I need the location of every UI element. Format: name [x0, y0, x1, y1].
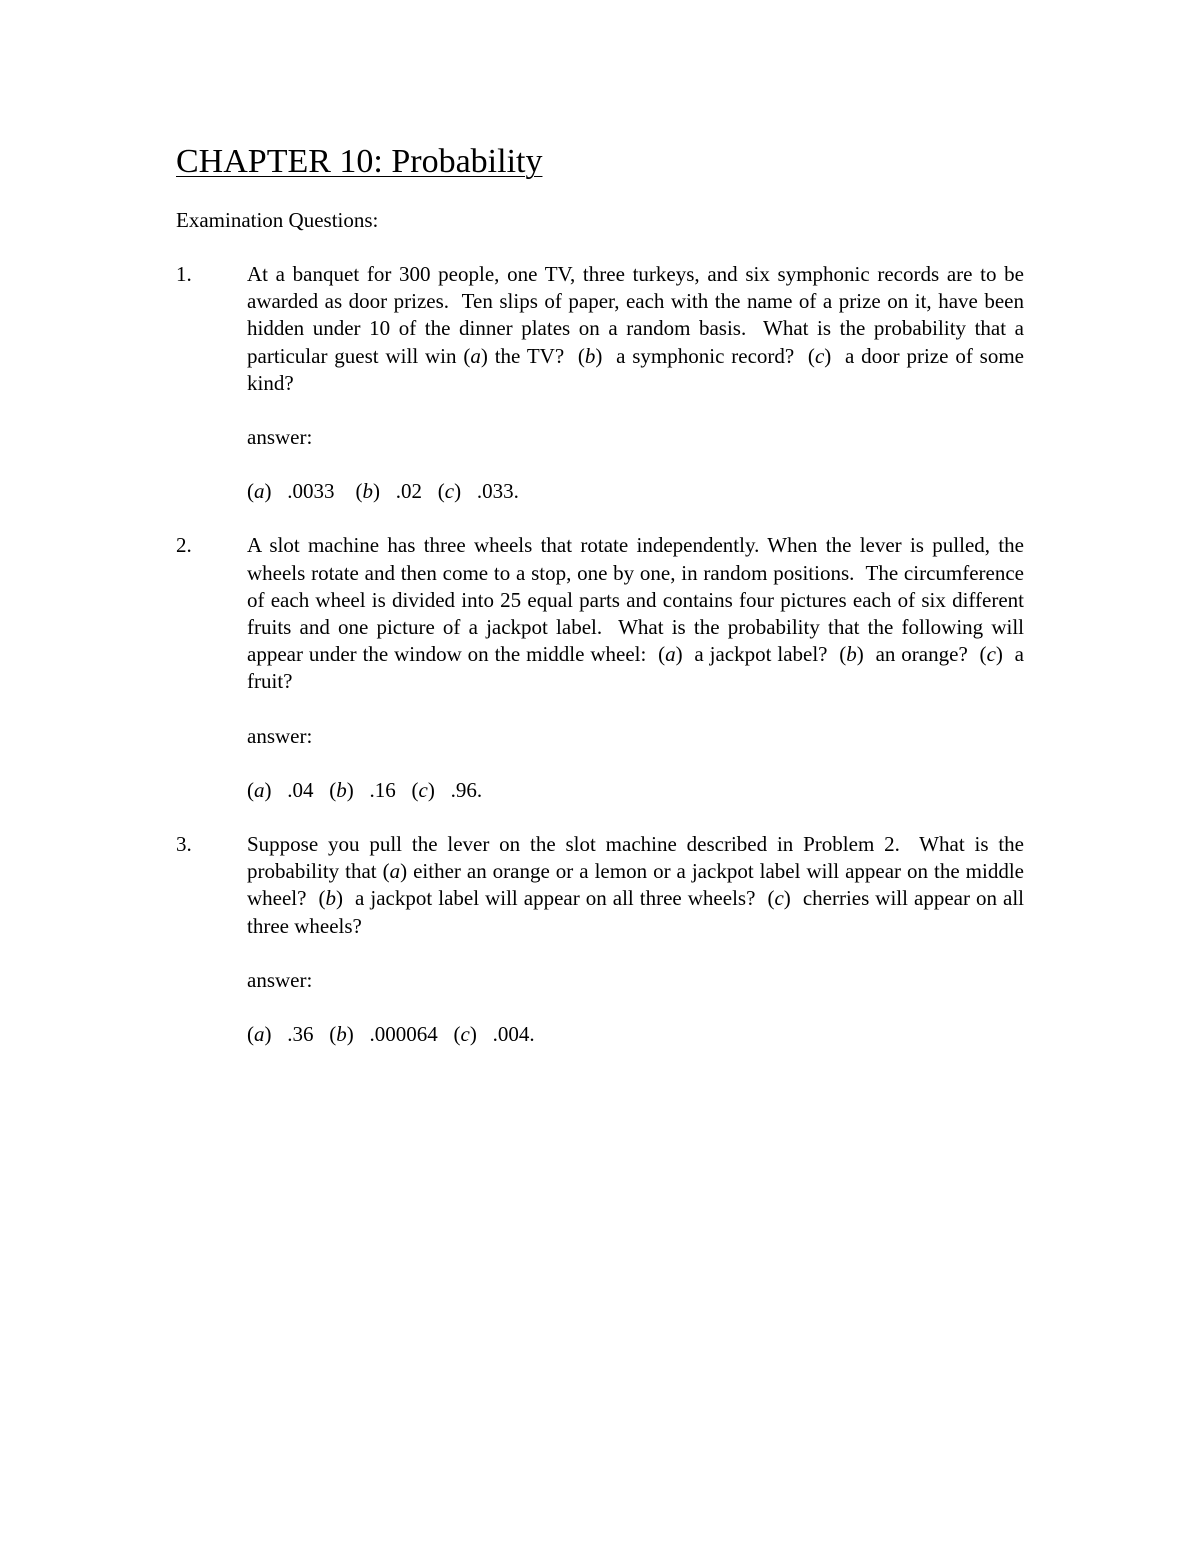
answer-value: .033.: [476, 479, 519, 504]
question-number: 2.: [176, 533, 192, 558]
answer-value: .000064: [369, 1022, 438, 1047]
question-text: Suppose you pull the lever on the slot machine described in Problem 2. What is the probability that (a) either an orange or a lemon or a jackpot label will appear on the middle wheel? (b) a jackpot label will appear on all three wheels? (c) cherries will appear on all three wheels?: [247, 832, 1030, 938]
answer-value: .04: [287, 777, 314, 802]
answer-part-label: c: [460, 1022, 470, 1047]
answer-row-2: (a) .04 (b) .16 (c) .96.: [247, 777, 483, 802]
answer-value: .02: [395, 479, 422, 504]
answer-part-label: a: [254, 777, 265, 802]
answer-value: .36: [287, 1022, 314, 1047]
answer-part-label: a: [254, 479, 265, 504]
answer-part-label: b: [362, 479, 373, 504]
answer-row-3: (a) .36 (b) .000064 (c) .004.: [247, 1022, 535, 1047]
question-2: [176, 532, 1030, 695]
answer-part-label: b: [336, 777, 347, 802]
answer-part-label: c: [444, 479, 455, 504]
question-3: [176, 831, 1030, 940]
question-text: At a banquet for 300 people, one TV, three turkeys, and six symphonic records are to be awarded as door prizes. Ten slips of paper, each with the name of a prize on it, have been hidden under 10 of the dinner plates on a random basis. What is the probability that a particular guest will win (a) the TV? (b) a symphonic record? (c) a door prize of some kind?: [247, 262, 1030, 395]
section-subtitle: Examination Questions:: [176, 208, 379, 232]
answer-part-label: c: [418, 777, 428, 802]
answer-value: .0033: [287, 479, 335, 504]
answer-part-label: a: [254, 1022, 265, 1047]
answer-value: .96.: [450, 777, 483, 802]
question-number: 1.: [176, 262, 192, 286]
answer-label: answer:: [247, 425, 313, 450]
answer-row-1: (a) .0033 (b) .02 (c) .033.: [247, 479, 519, 504]
question-number: 3.: [176, 832, 192, 857]
answer-value: .004.: [492, 1022, 535, 1047]
page-title: CHAPTER 10: Probability: [176, 143, 543, 180]
question-1: [176, 261, 1030, 397]
question-text: A slot machine has three wheels that rotate independently. When the lever is pulled, the wheels rotate and then come to a stop, one by one, in random positions. The circumference of each wheel is divided into 25 equal parts and contains four pictures each of six different fruits and one picture of a jackpot label. What is the probability that the following will appear under the window on the middle wheel: (a) a jackpot label? (b) an orange? (c) a fruit?: [247, 533, 1030, 694]
document-page: [176, 140, 1030, 1048]
answer-part-label: b: [336, 1022, 347, 1047]
answer-label: answer:: [247, 967, 313, 992]
answer-value: .16: [369, 777, 396, 802]
answer-label: answer:: [247, 723, 313, 748]
